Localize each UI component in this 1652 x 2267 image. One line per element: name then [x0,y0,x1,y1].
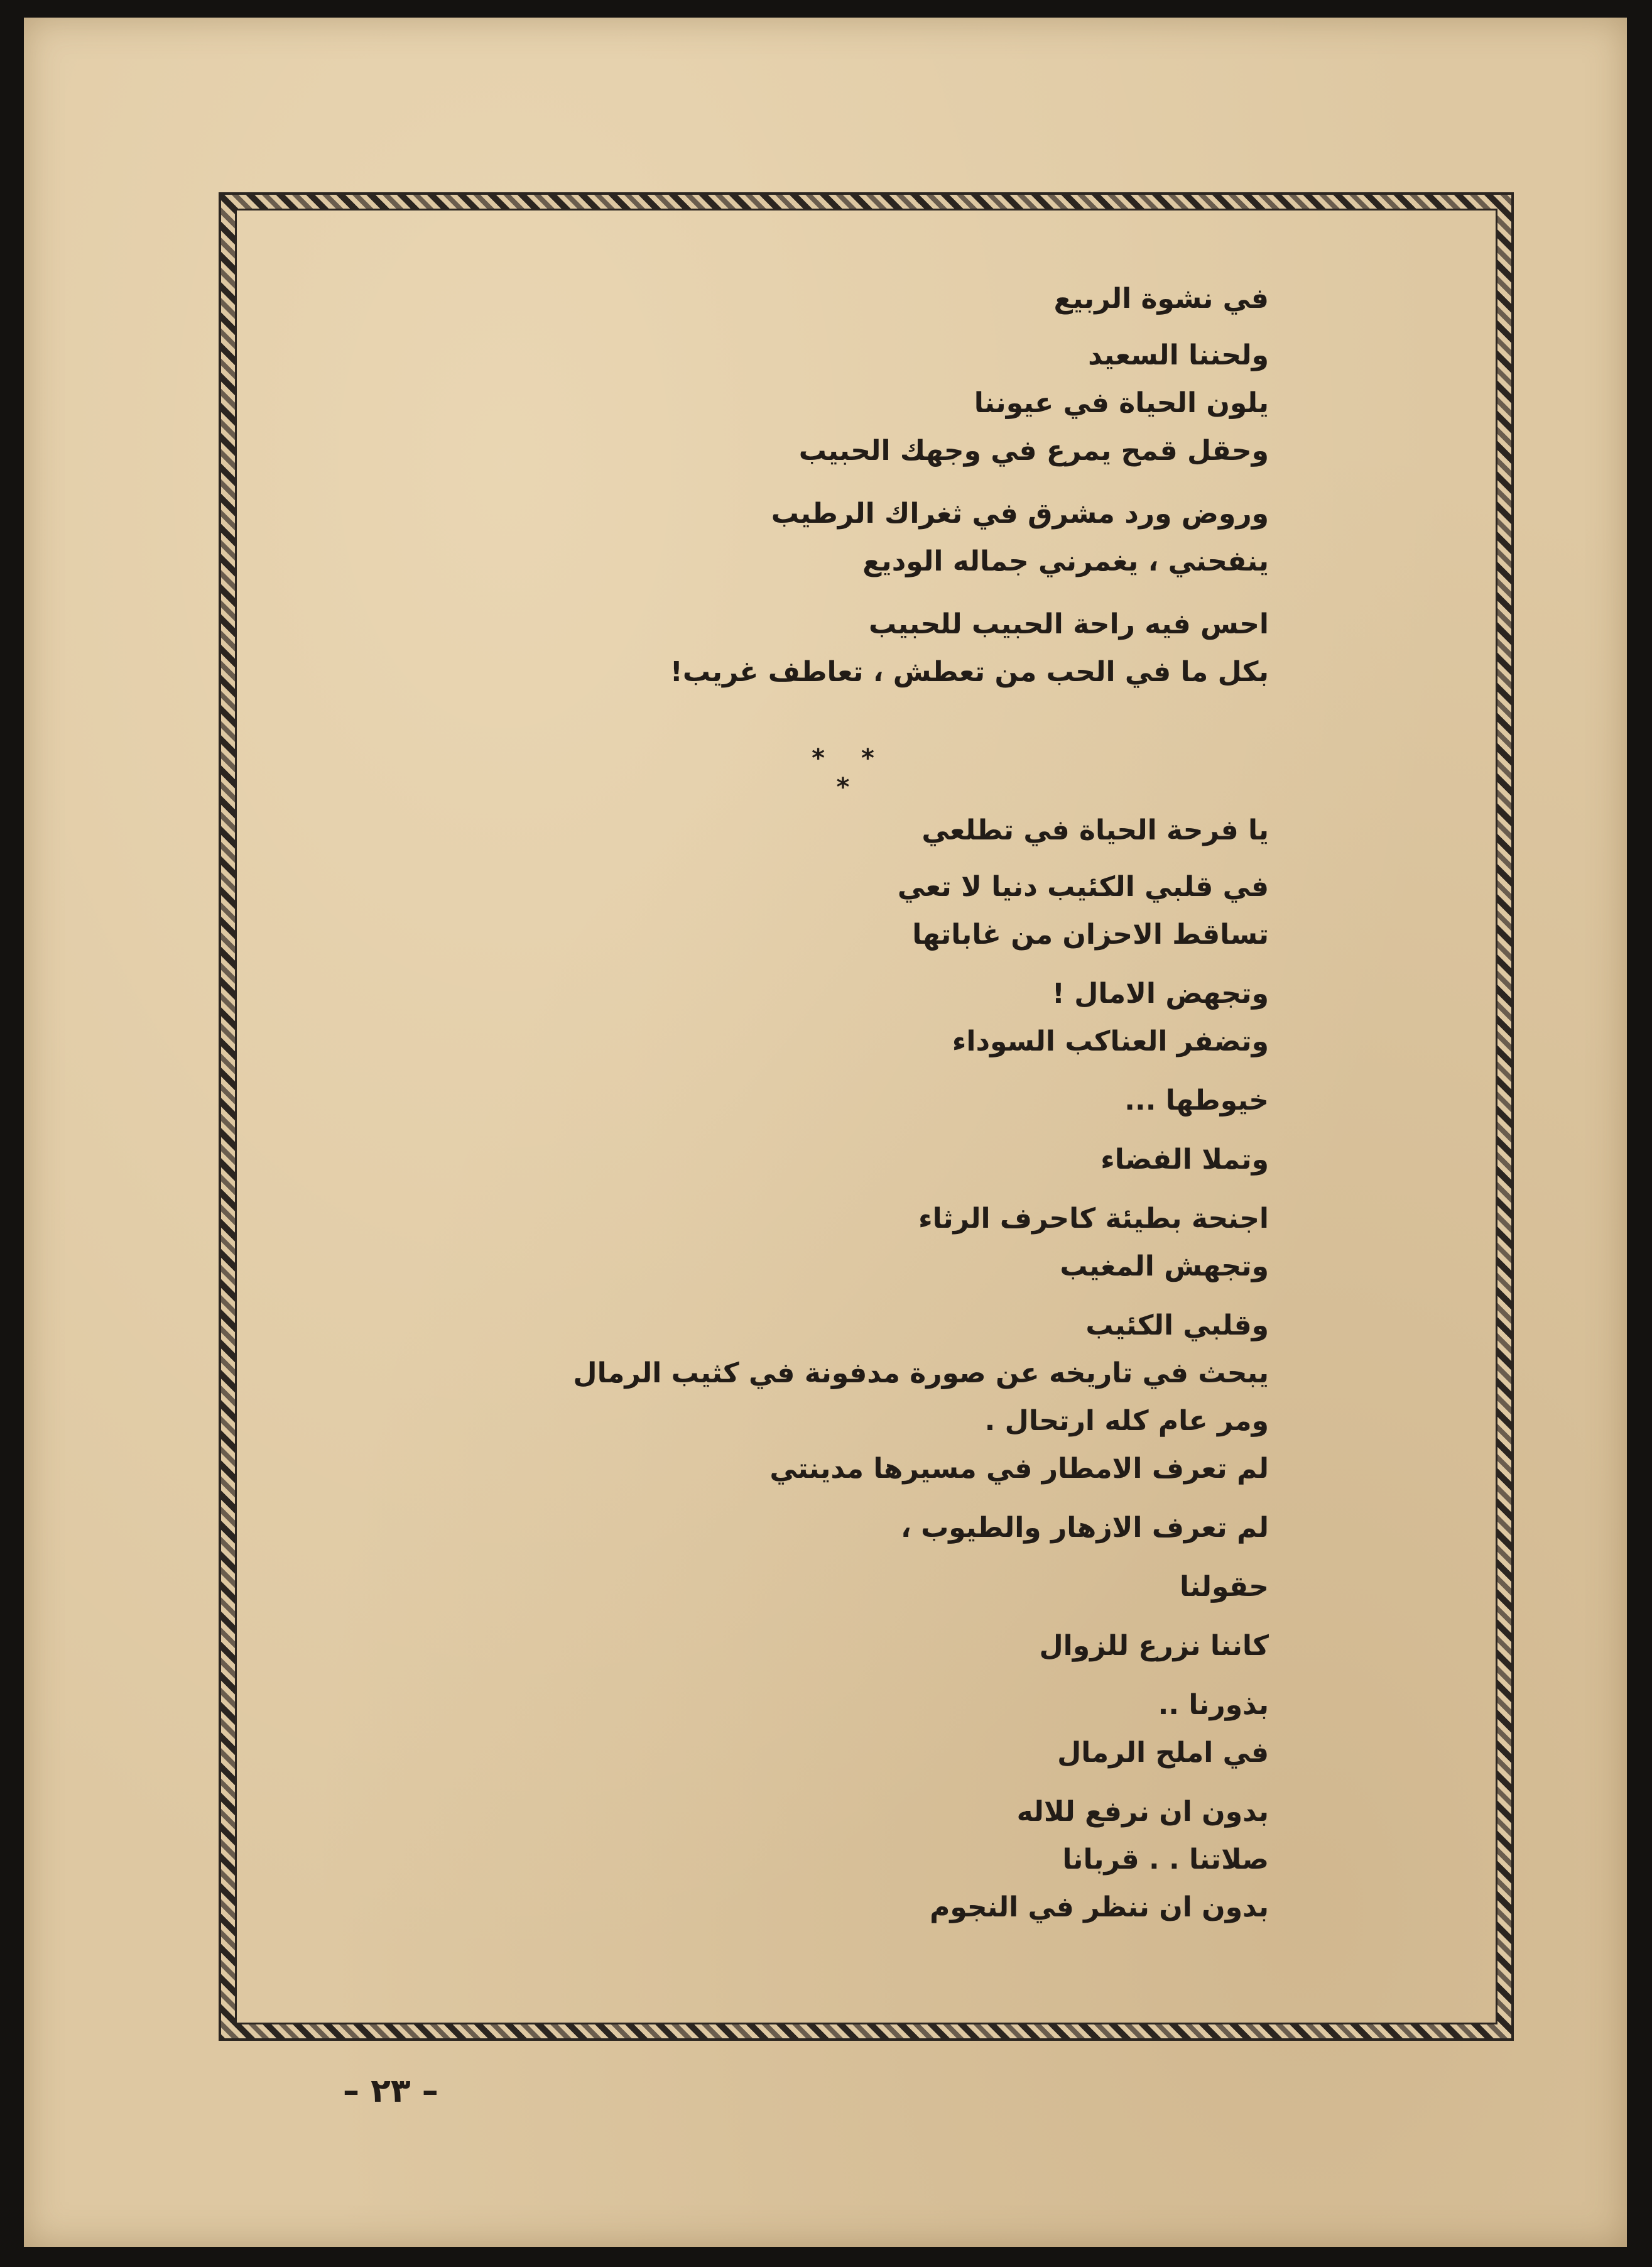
poem-line: لم تعرف الازهار والطيوب ، [901,1512,1269,1544]
poem-line: في قلبي الكئيب دنيا لا تعي [897,871,1269,903]
poem-line: بدون ان ننظر في النجوم [930,1891,1269,1923]
poem-line: خيوطها ... [1124,1084,1269,1117]
poem-line: لم تعرف الامطار في مسيرها مدينتي [769,1453,1269,1485]
poem-line: بذورنا .. [1158,1689,1269,1721]
poem-line: يا فرحة الحياة في تطلعي [921,814,1269,846]
poem-line: وتجهض الامال ! [1052,978,1269,1010]
poem-text [573,275,1269,1931]
poem-line: اجنحة بطيئة كاحرف الرثاء [918,1203,1269,1235]
poem-line: وروض ورد مشرق في ثغراك الرطيب [771,498,1269,530]
poem-line: احس فيه راحة الحبيب للحبيب [868,608,1269,640]
poem-line: في نشوة الربيع [1053,283,1269,315]
poem-line: يلون الحياة في عيوننا [974,387,1269,419]
poem-line: حقولنا [1180,1571,1269,1603]
poem-line: ومر عام كله ارتحال . [984,1405,1269,1437]
poem-line: يبحث في تاريخه عن صورة مدفونة في كثيب الرمال [573,1357,1269,1389]
poem-line: في املح الرمال [1057,1737,1269,1769]
poem-line: ولحننا السعيد [1088,339,1269,371]
book-page [24,18,1627,2247]
poem-line: وحقل قمح يمرع في وجهك الحبيب [798,435,1269,467]
poem-line: تساقط الاحزان من غاباتها [912,919,1269,951]
poem-line: كاننا نزرع للزوال [1039,1630,1269,1662]
poem-line: وتملا الفضاء [1100,1144,1269,1176]
poem-line: وتجهش المغيب [1060,1250,1269,1282]
poem-line: وقلبي الكئيب [1085,1309,1269,1341]
page-number: – ٢٣ – [343,2072,438,2110]
stanza-separator: * * * [812,744,888,802]
poem-line: وتضفر العناكب السوداء [952,1025,1269,1057]
poem-line: بدون ان نرفع للاله [1016,1796,1269,1828]
poem-line: ينفحني ، يغمرني جماله الوديع [862,545,1269,577]
poem-line: صلاتنا . . قربانا [1062,1844,1269,1876]
poem-line: بكل ما في الحب من تعطش ، تعاطف غريب! [670,656,1269,688]
